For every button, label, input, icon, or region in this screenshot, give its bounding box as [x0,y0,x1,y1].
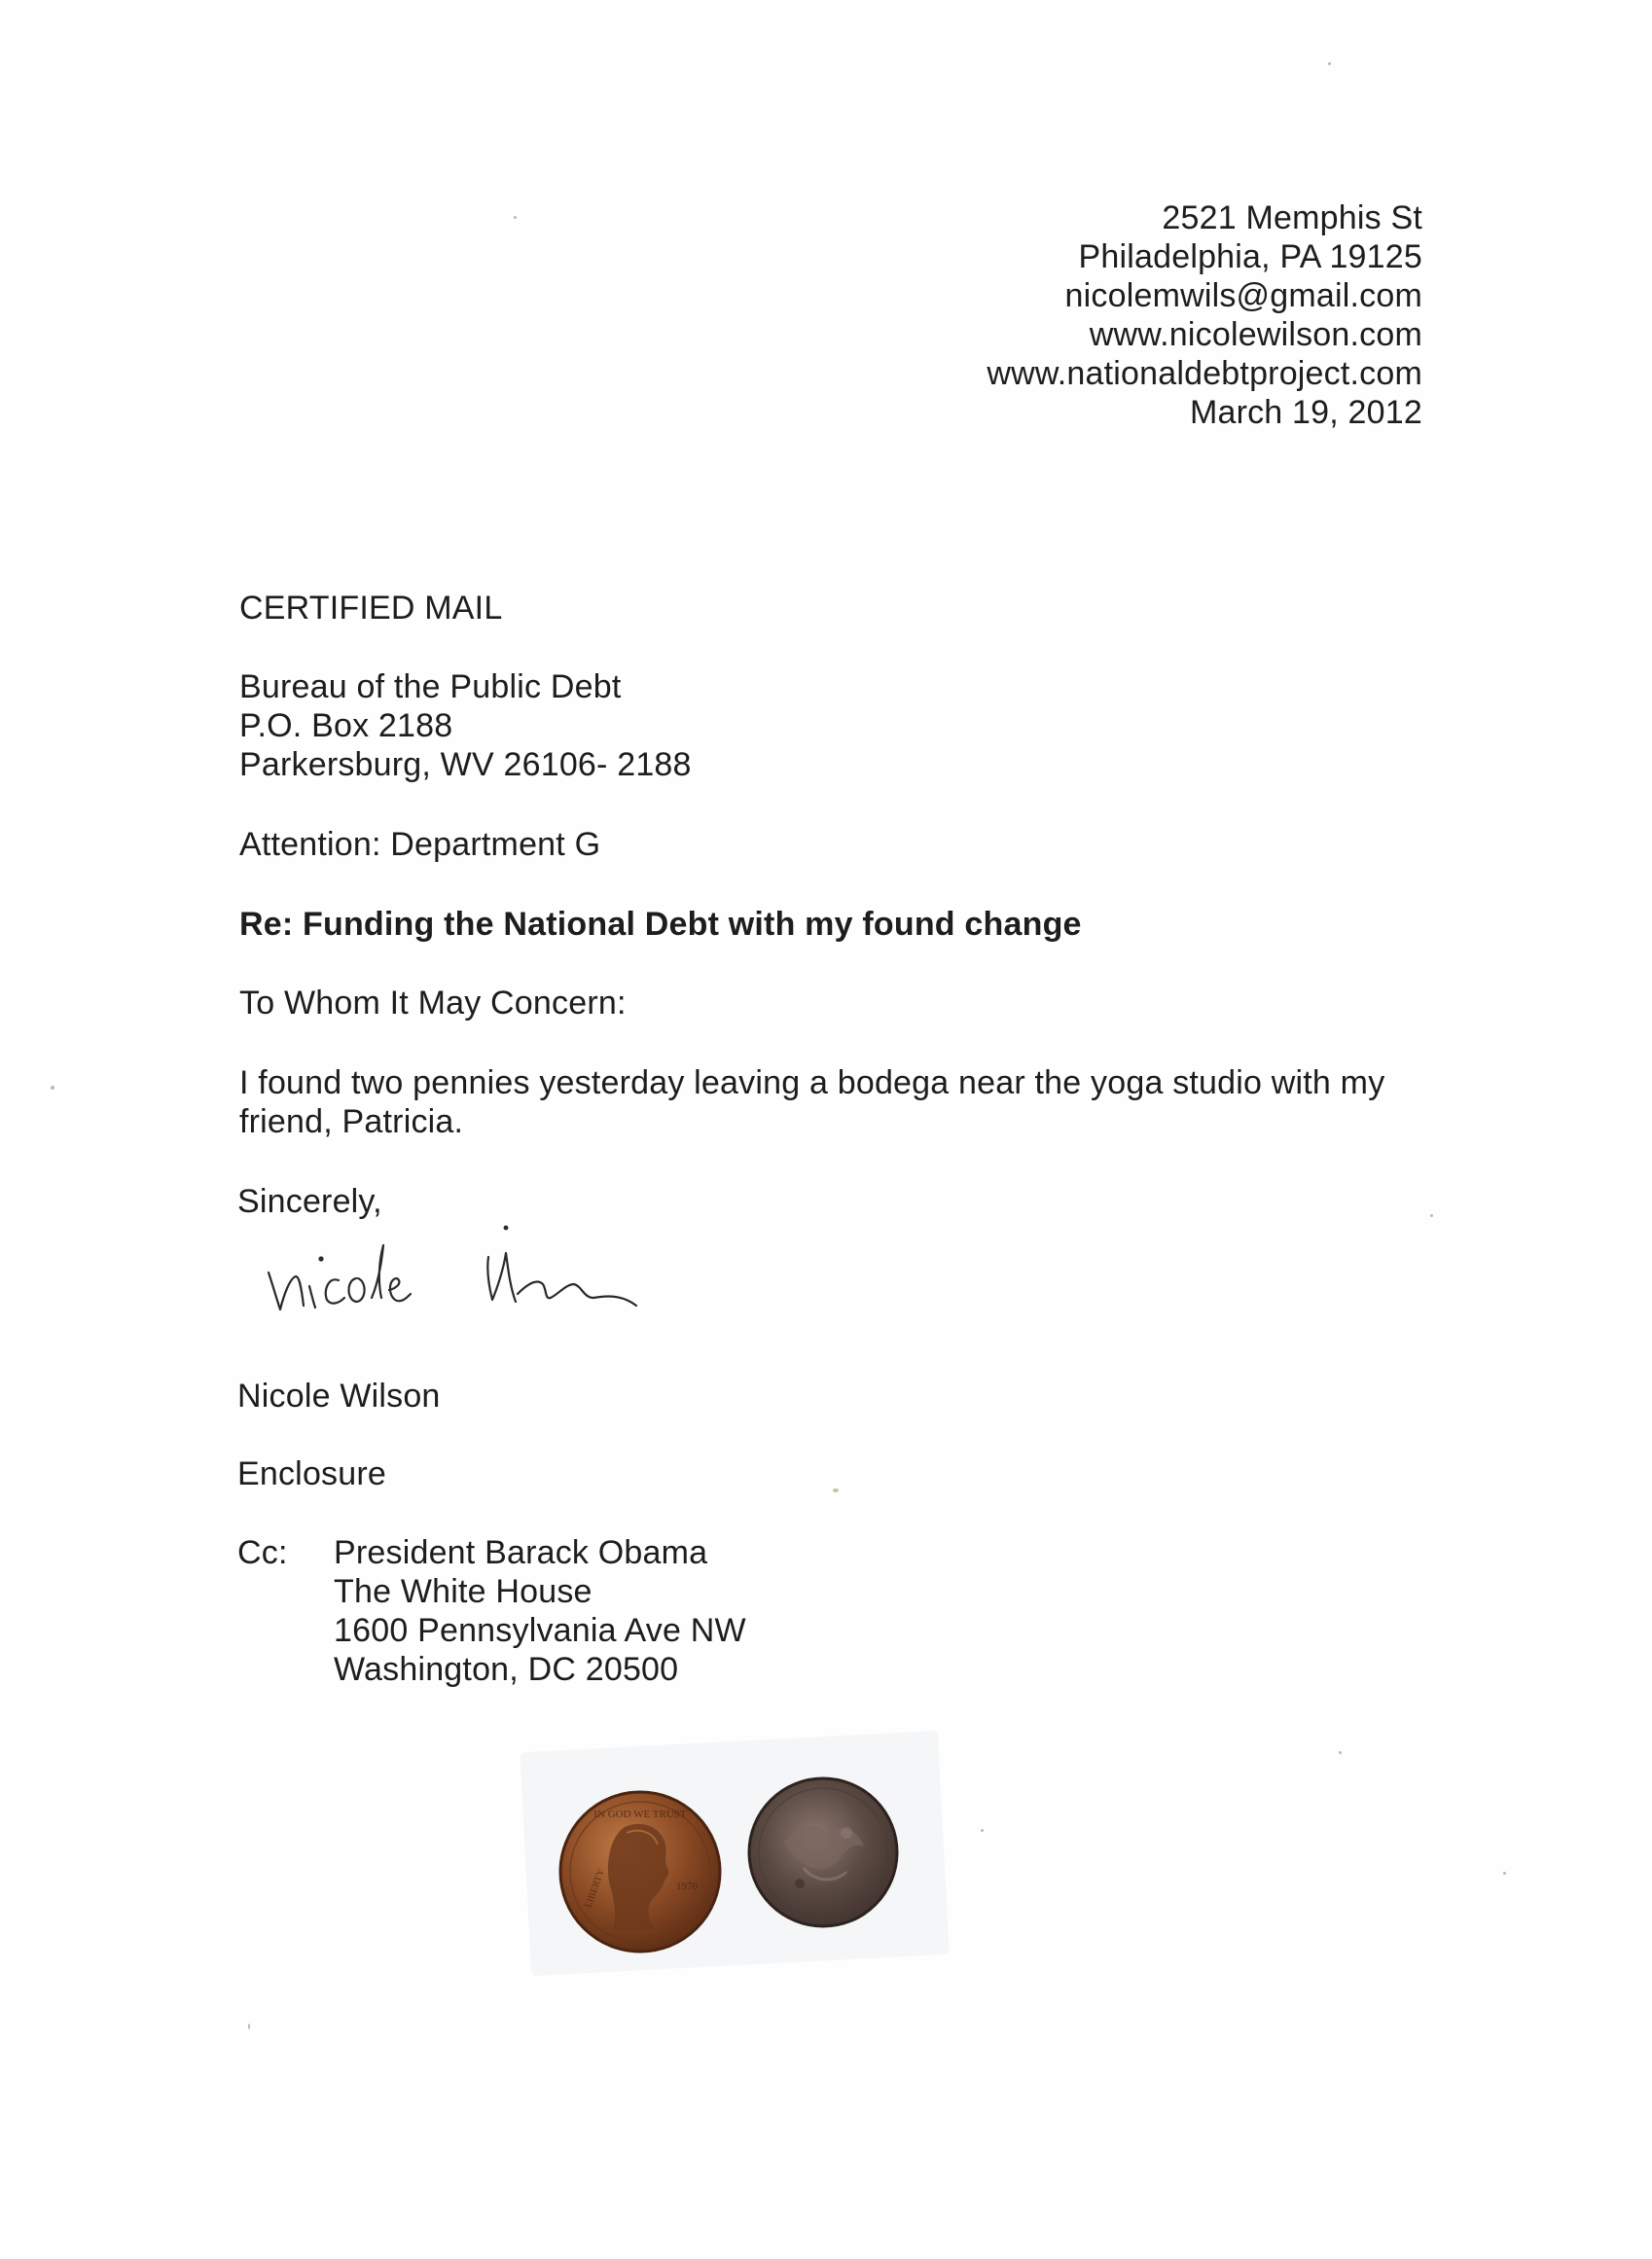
letter-date: March 19, 2012 [1189,394,1422,431]
cc-line-2: The White House [334,1573,593,1610]
cc-line-4: Washington, DC 20500 [334,1651,679,1688]
subject-line: Re: Funding the National Debt with my found change [239,906,1082,943]
penny-tails-worn-icon [745,1775,901,1930]
cc-line-3: 1600 Pennsylvania Ave NW [334,1612,746,1649]
scan-speck [51,1086,54,1090]
scan-speck [514,216,517,219]
sender-city-line: Philadelphia, PA 19125 [1078,238,1422,275]
svg-text:1970: 1970 [676,1881,698,1892]
delivery-method: CERTIFIED MAIL [239,590,503,627]
sender-email: nicolemwils@gmail.com [1064,277,1422,314]
penny-heads-icon [557,1788,724,1955]
closing: Sincerely, [237,1183,382,1220]
handwritten-signature [263,1216,681,1333]
scan-speck [1339,1751,1342,1754]
sender-street: 2521 Memphis St [1162,199,1422,236]
svg-text:LIBERTY: LIBERTY [583,1867,607,1910]
scan-speck [1430,1214,1433,1217]
scan-speck [248,2024,250,2029]
signature-dot-i [318,1256,323,1261]
recipient-city-line: Parkersburg, WV 26106- 2188 [239,746,692,783]
recipient-name: Bureau of the Public Debt [239,668,622,705]
recipient-po-box: P.O. Box 2188 [239,707,453,744]
sender-website-1: www.nicolewilson.com [1089,316,1422,353]
attention-line: Attention: Department G [239,826,601,863]
enclosure-line: Enclosure [237,1455,386,1492]
cc-line-1: President Barack Obama [334,1534,708,1571]
cc-label: Cc: [237,1534,288,1571]
body-line-2: friend, Patricia. [239,1103,464,1140]
scan-speck [1328,62,1331,65]
scan-speck [1503,1872,1506,1875]
sender-website-2: www.nationaldebtproject.com [987,355,1422,392]
scan-speck [833,1488,839,1492]
salutation: To Whom It May Concern: [239,985,627,1022]
signatory-name: Nicole Wilson [237,1378,441,1415]
svg-text:IN GOD WE TRUST: IN GOD WE TRUST [593,1809,687,1820]
body-line-1: I found two pennies yesterday leaving a bodega near the yoga studio with my [239,1064,1385,1101]
scan-speck [981,1829,984,1832]
signature-dot [504,1226,509,1231]
